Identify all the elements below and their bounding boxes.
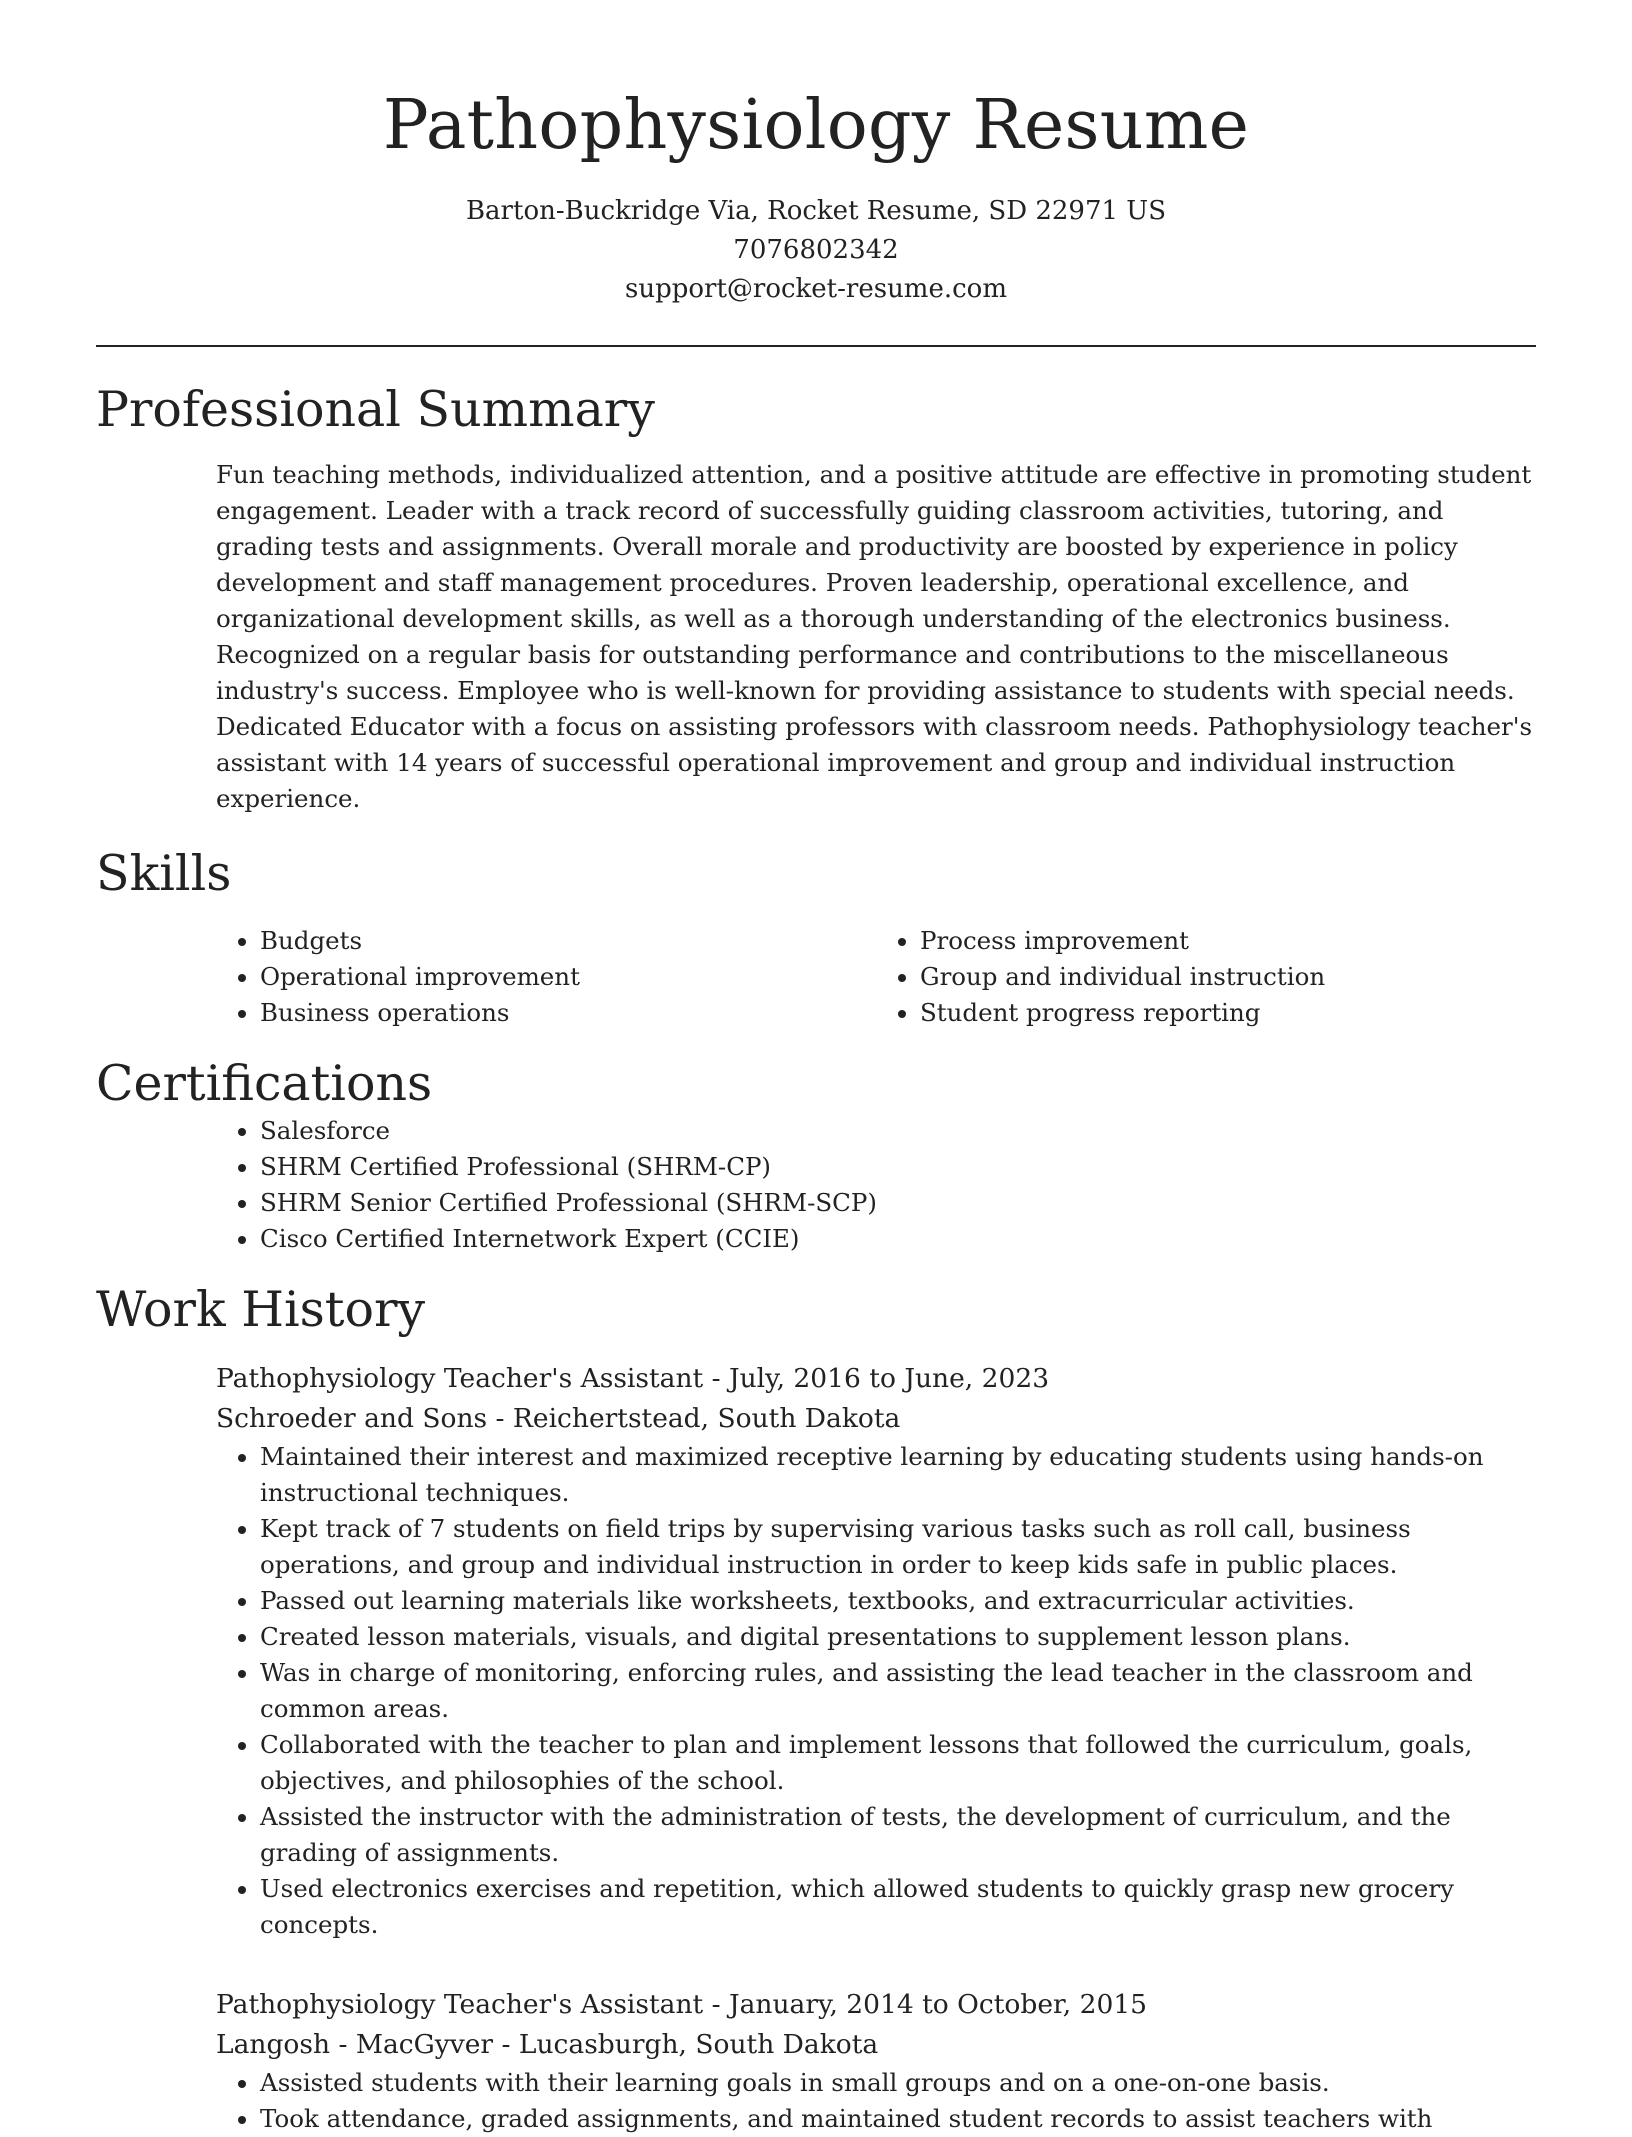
skills-list-right (876, 923, 1536, 1031)
job-duty-item: • Created lesson materials, visuals, and digital presentations to supplement lesson plans. (260, 1619, 1536, 1655)
certification-item: • Cisco Certified Internetwork Expert (CCIE) (260, 1221, 1536, 1257)
job-duties-list (216, 2065, 1536, 2137)
header-divider (96, 345, 1536, 347)
summary-section (96, 381, 1536, 817)
job-duty-item: • Passed out learning materials like worksheets, textbooks, and extracurricular activities. (260, 1583, 1536, 1619)
work-history-section (96, 1281, 1536, 2137)
skill-item: • Operational improvement (260, 959, 876, 995)
certification-item: • SHRM Certified Professional (SHRM-CP) (260, 1149, 1536, 1185)
summary-text: Fun teaching methods, individualized attention, and a positive attitude are effective in promoting student engagement. Leader with a track record of successfully guiding classroom activities, tutoring, and grading tests and assignments. Overall morale and productivity are boosted by experience in policy development and staff management procedures. Proven leadership, operational excellence, and organizational development skills, as well as a thorough understanding of the electronics business. Recognized on a regular basis for outstanding performance and contributions to the miscellaneous industry's success. Employee who is well-known for providing assistance to students with special needs. Dedicated Educator with a focus on assisting professors with classroom needs. Pathophysiology teacher's assistant with 14 years of successful operational improvement and group and individual instruction experience. (216, 460, 1533, 813)
resume-title: Pathophysiology Resume (382, 86, 1250, 165)
job-duty-item: • Collaborated with the teacher to plan and implement lessons that followed the curriculum, goals, objectives, and philosophies of the school. (260, 1727, 1536, 1799)
skill-item: • Process improvement (920, 923, 1536, 959)
skill-item: • Group and individual instruction (920, 959, 1536, 995)
contact-phone: 7076802342 (733, 235, 899, 265)
job-company-line: Langosh - MacGyver - Lucasburgh, South Dakota (216, 2029, 879, 2060)
certifications-section (96, 1055, 1536, 1257)
job-duty-item: • Kept track of 7 students on field trips by supervising various tasks such as roll call, business operations, and group and individual instruction in order to keep kids safe in public places. (260, 1511, 1536, 1583)
certification-item: • Salesforce (260, 1113, 1536, 1149)
job-duty-item: • Maintained their interest and maximized receptive learning by educating students using hands-on instructional techniques. (260, 1439, 1536, 1511)
skills-heading: Skills (96, 845, 232, 902)
contact-email: support@rocket-resume.com (624, 274, 1007, 304)
certifications-heading: Certifications (96, 1055, 433, 1112)
job-duty-item: • Used electronics exercises and repetition, which allowed students to quickly grasp new grocery concepts. (260, 1871, 1536, 1943)
job-company-line: Schroeder and Sons - Reichertstead, South Dakota (216, 1403, 901, 1434)
job-entry (216, 1985, 1536, 2137)
skills-list-left (216, 923, 876, 1031)
job-title-line: Pathophysiology Teacher's Assistant - January, 2014 to October, 2015 (216, 1989, 1148, 2020)
certification-item: • SHRM Senior Certified Professional (SHRM-SCP) (260, 1185, 1536, 1221)
skills-section (96, 845, 1536, 1031)
work-history-heading: Work History (96, 1281, 426, 1338)
job-duty-item: • Assisted students with their learning goals in small groups and on a one-on-one basis. (260, 2065, 1536, 2101)
skill-item: • Business operations (260, 995, 876, 1031)
job-duty-item: • Was in charge of monitoring, enforcing rules, and assisting the lead teacher in the classroom and common areas. (260, 1655, 1536, 1727)
job-title-line: Pathophysiology Teacher's Assistant - July, 2016 to June, 2023 (216, 1363, 1050, 1394)
job-duty-item: • Assisted the instructor with the administration of tests, the development of curriculum, and the grading of assignments. (260, 1799, 1536, 1871)
skill-item: • Budgets (260, 923, 876, 959)
resume-header (96, 0, 1536, 309)
skill-item: • Student progress reporting (920, 995, 1536, 1031)
job-entry (216, 1359, 1536, 1943)
job-duties-list (216, 1439, 1536, 1943)
job-duty-item: • Took attendance, graded assignments, and maintained student records to assist teachers with (260, 2101, 1536, 2137)
contact-address: Barton-Buckridge Via, Rocket Resume, SD 22971 US (465, 196, 1167, 226)
certifications-list (216, 1113, 1536, 1257)
summary-heading: Professional Summary (96, 381, 655, 438)
